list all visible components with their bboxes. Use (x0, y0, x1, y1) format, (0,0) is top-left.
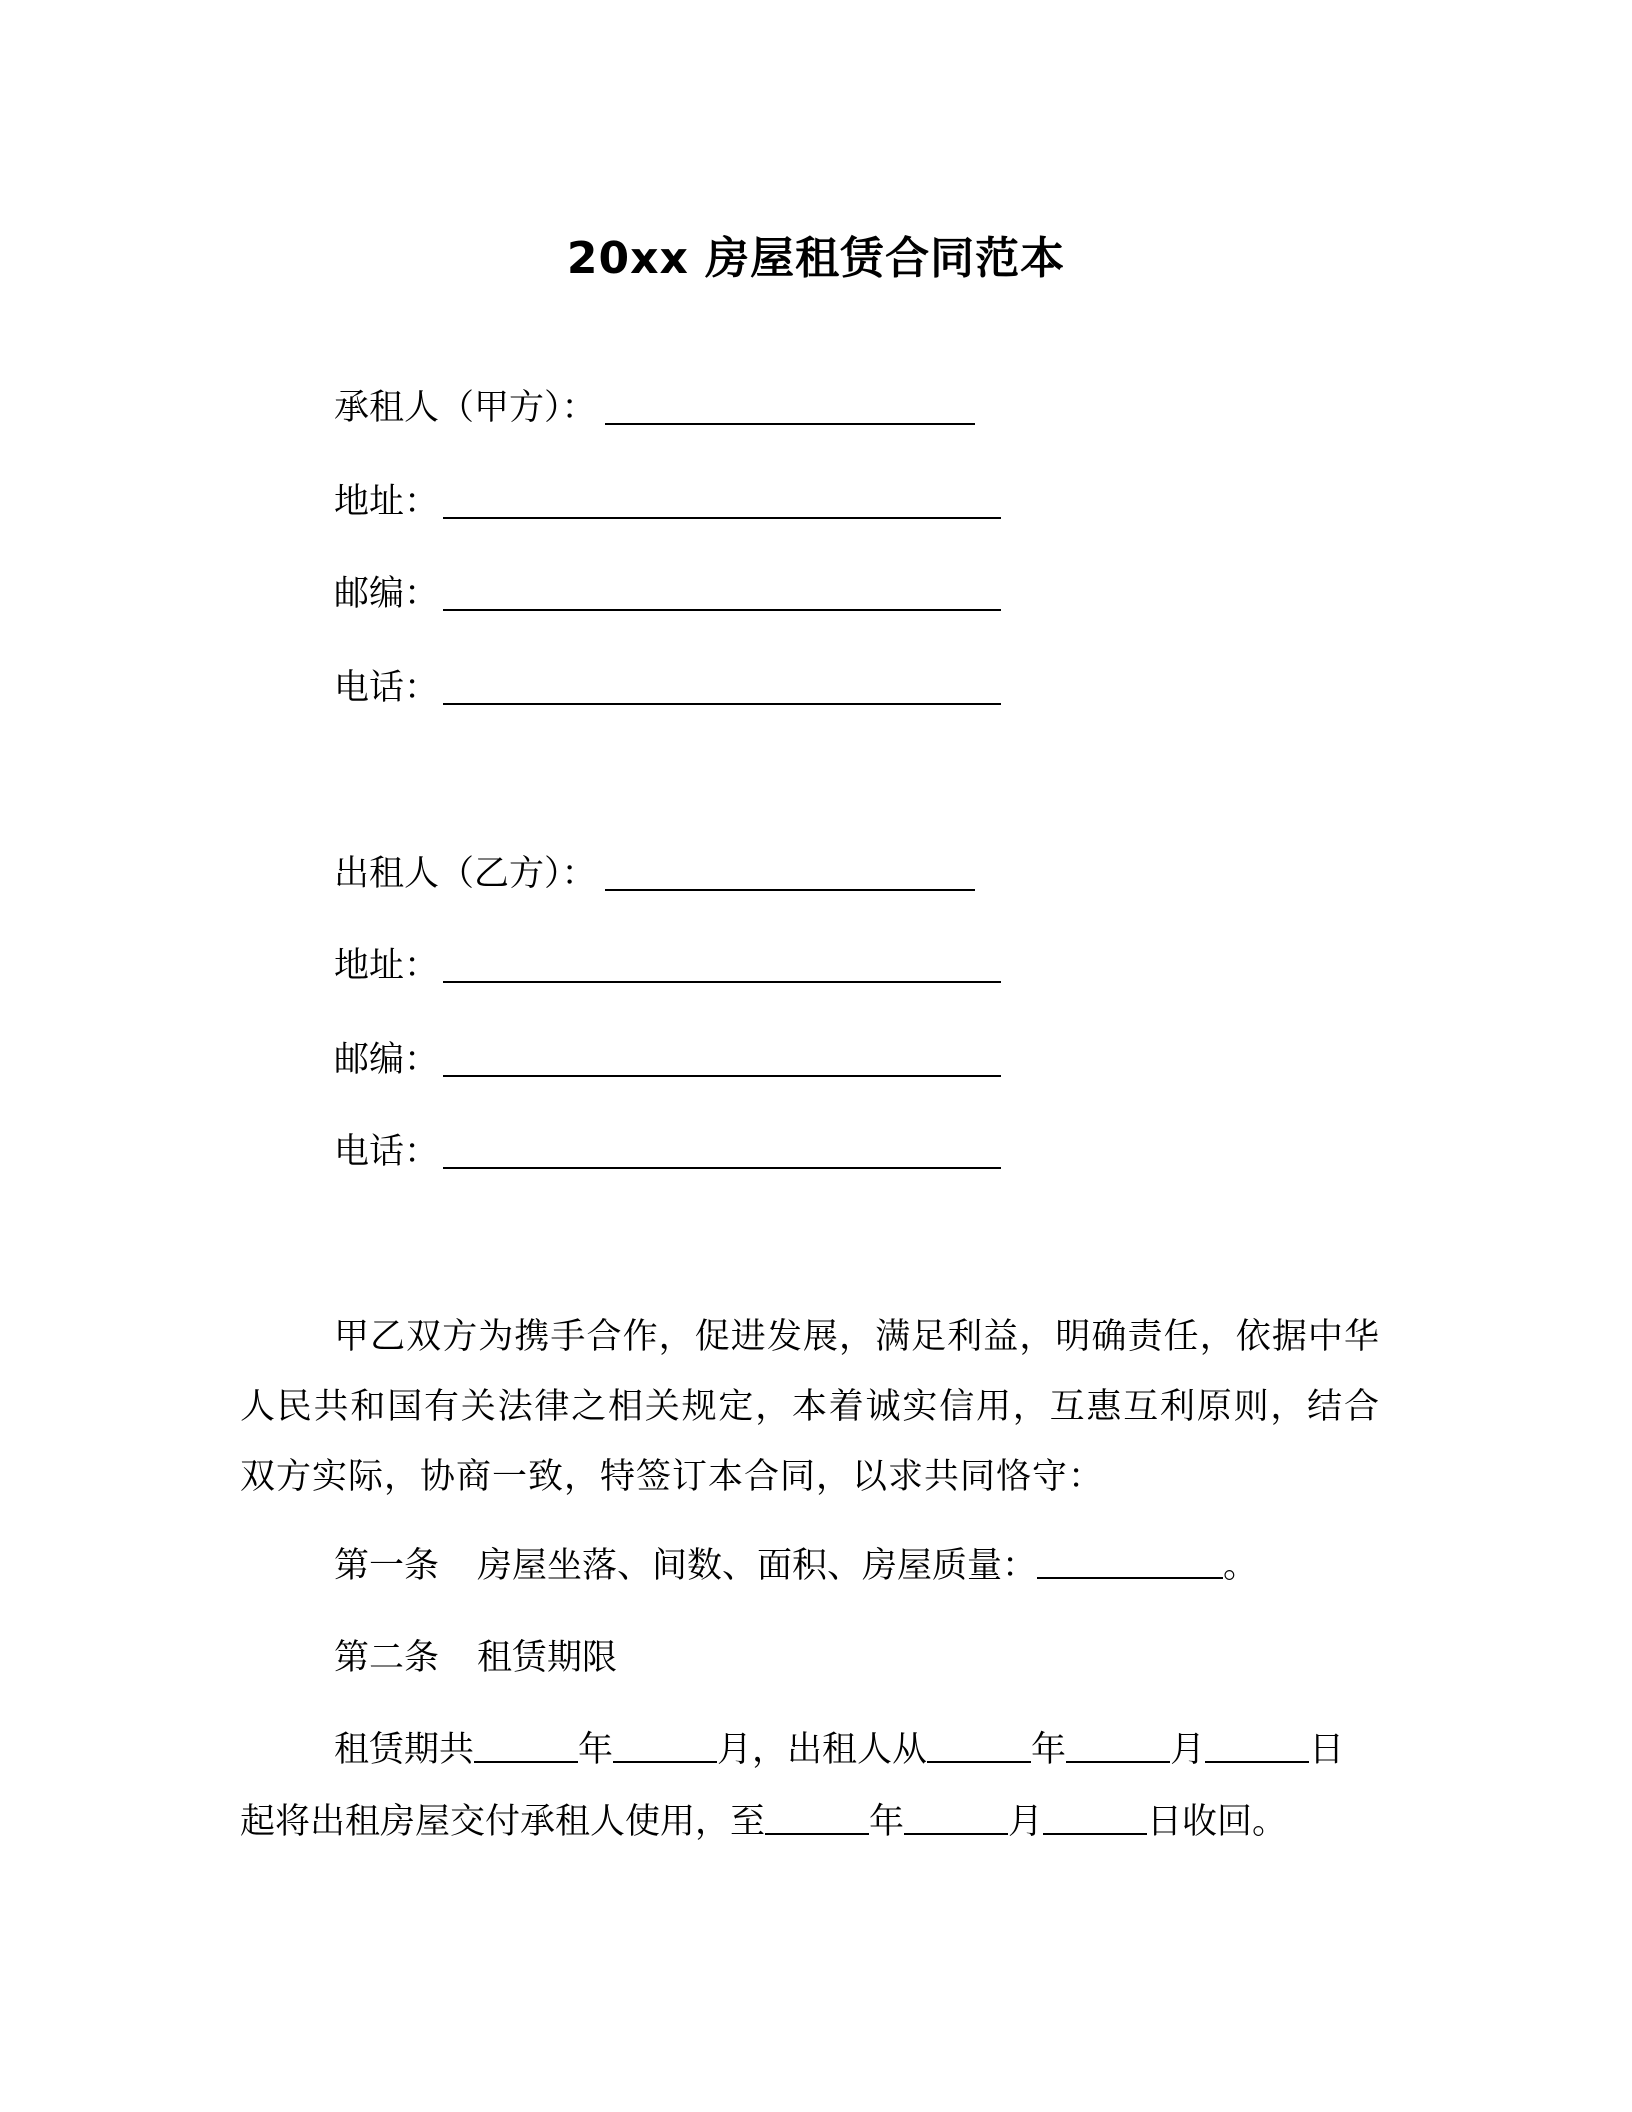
end-day-blank (1043, 1803, 1147, 1835)
article-1-number: 第一条 (334, 1546, 440, 1586)
party-b-address-blank (443, 981, 1001, 983)
lease-term-text-4: 年 (1031, 1730, 1067, 1770)
party-b-phone-blank (443, 1167, 1001, 1169)
party-b-address-field (334, 944, 1001, 988)
party-a-phone-blank (443, 703, 1001, 705)
party-a-postcode-blank (443, 609, 1001, 611)
start-year-blank (927, 1731, 1031, 1763)
article-2-number: 第二条 (334, 1638, 440, 1678)
article-1-blank (1037, 1547, 1223, 1579)
party-b-postcode-label: 邮编： (334, 1040, 440, 1080)
lease-term-line-1 (334, 1728, 1344, 1772)
start-day-blank (1205, 1731, 1309, 1763)
end-month-blank (904, 1803, 1008, 1835)
lease-term-text-7: 起将出租房屋交付承租人使用，至 (240, 1802, 766, 1842)
lease-years-blank (474, 1731, 578, 1763)
lease-term-text-5: 月 (1170, 1730, 1206, 1770)
article-2 (334, 1636, 617, 1680)
lease-term-text-3: 月，出租人从 (717, 1730, 928, 1770)
lease-term-text-6: 日 (1309, 1730, 1345, 1770)
party-a-phone-label: 电话： (334, 668, 440, 708)
party-a-name-blank (605, 423, 975, 425)
party-a-address-blank (443, 517, 1001, 519)
lease-term-text-9: 月 (1008, 1802, 1044, 1842)
lease-term-text-1: 租赁期共 (334, 1730, 475, 1770)
party-b-name-label: 出租人（乙方）： (334, 854, 597, 894)
party-a-postcode-field (334, 572, 1001, 616)
lease-months-blank (613, 1731, 717, 1763)
party-b-phone-field (334, 1130, 1001, 1174)
end-year-blank (765, 1803, 869, 1835)
article-2-heading: 租赁期限 (477, 1638, 618, 1678)
preamble-paragraph: 甲乙双方为携手合作，促进发展，满足利益，明确责任，依据中华人民共和国有关法律之相关规定，本着诚实信用，互惠互利原则，结合双方实际，协商一致，特签订本合同，以求共同恪守： (240, 1317, 1380, 1497)
start-month-blank (1066, 1731, 1170, 1763)
party-a-address-field (334, 480, 1001, 524)
party-b-postcode-field (334, 1038, 1001, 1082)
party-b-address-label: 地址： (334, 946, 440, 986)
lease-term-text-2: 年 (578, 1730, 614, 1770)
party-a-name-field (334, 386, 975, 430)
party-b-phone-label: 电话： (334, 1132, 440, 1172)
article-1-text: 房屋坐落、间数、面积、房屋质量： (477, 1546, 1038, 1586)
article-1-end: 。 (1223, 1546, 1259, 1586)
lease-term-line-2 (240, 1800, 1287, 1844)
party-b-name-blank (605, 889, 975, 891)
party-b-name-field (334, 852, 975, 896)
party-b-postcode-blank (443, 1075, 1001, 1077)
party-a-address-label: 地址： (334, 482, 440, 522)
document-title: 20xx 房屋租赁合同范本 (566, 233, 1066, 284)
party-a-postcode-label: 邮编： (334, 574, 440, 614)
lease-term-text-10: 日收回。 (1147, 1802, 1288, 1842)
article-1 (334, 1544, 1258, 1588)
party-a-name-label: 承租人（甲方）： (334, 388, 597, 428)
lease-term-text-8: 年 (869, 1802, 905, 1842)
party-a-phone-field (334, 666, 1001, 710)
